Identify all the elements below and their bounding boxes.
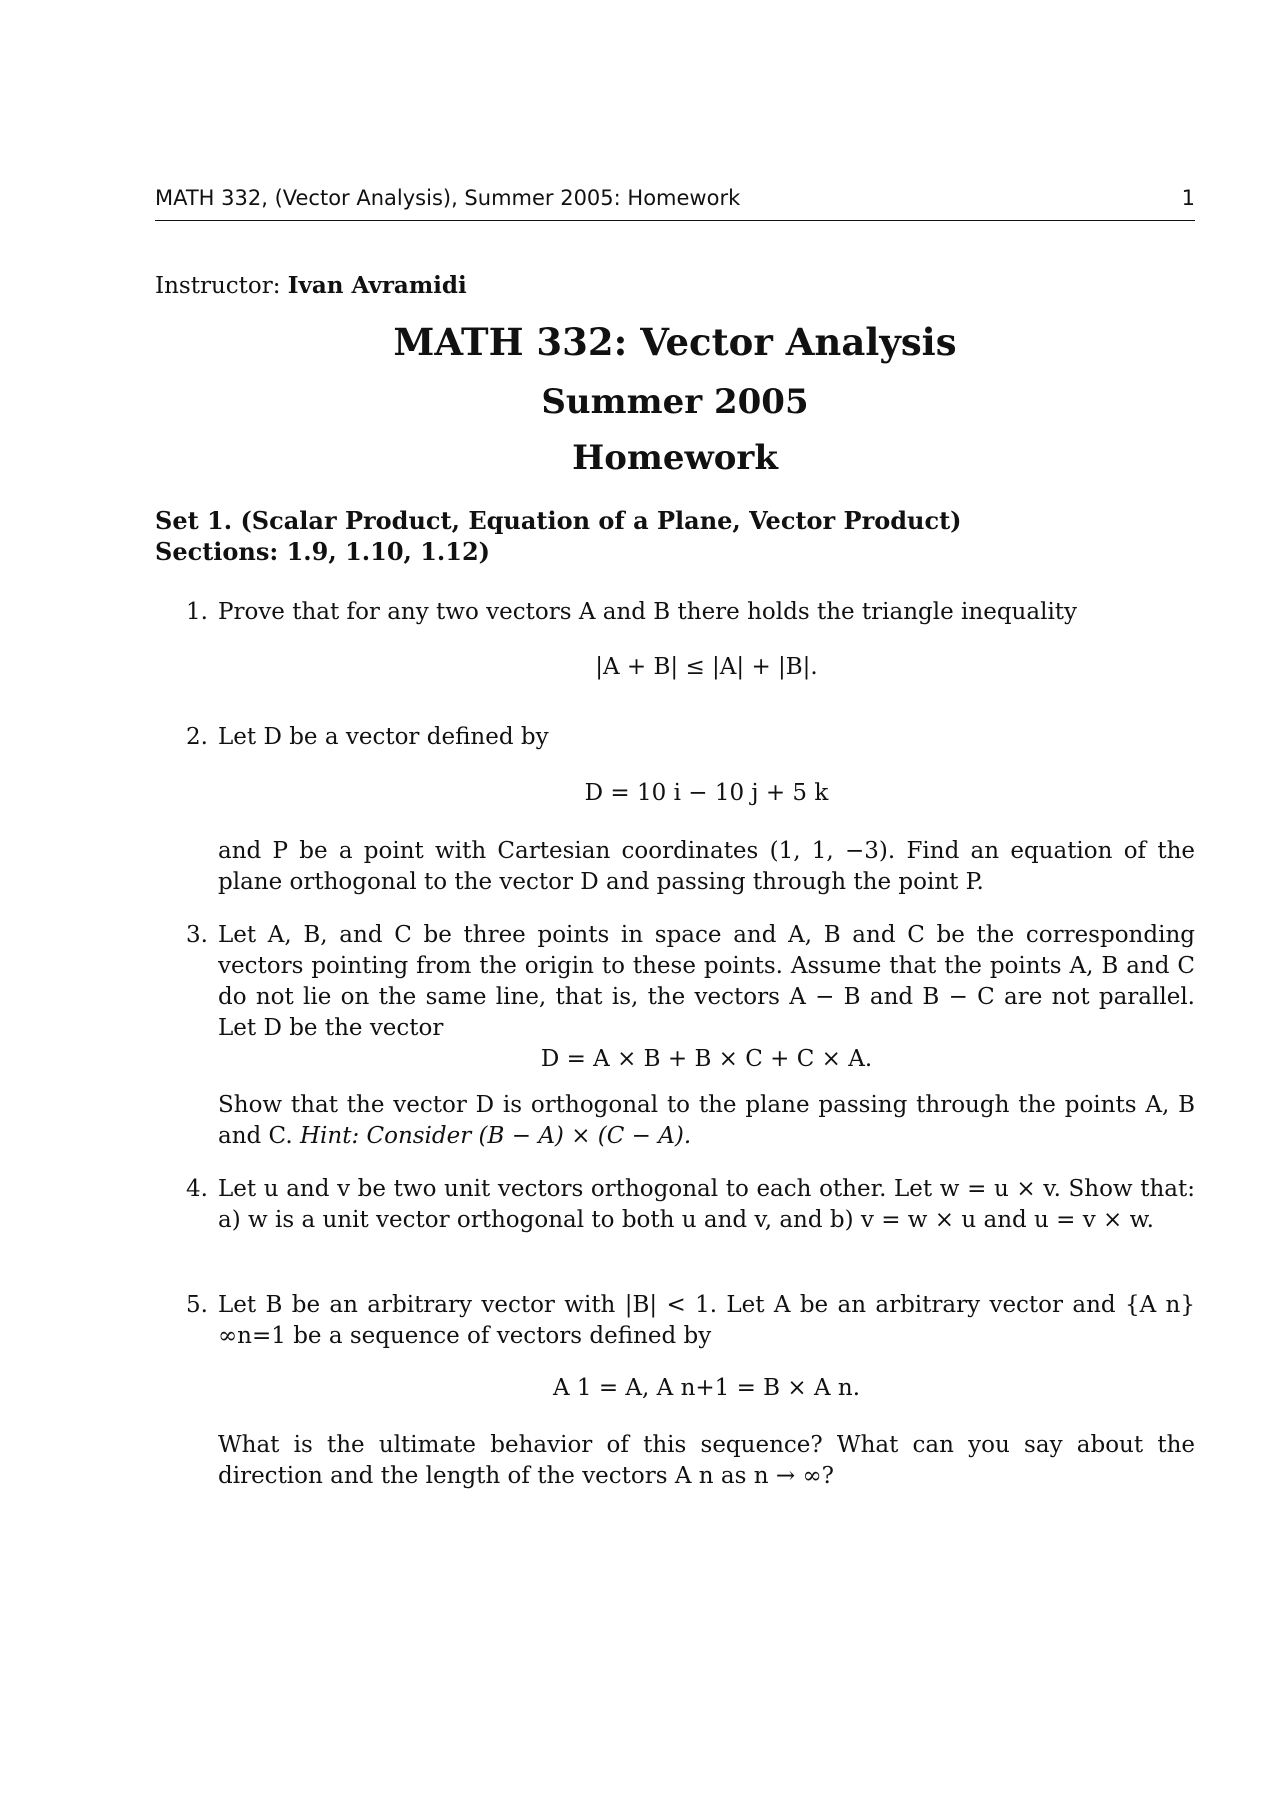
- equation: D = A × B + B × C + C × A.: [540, 1046, 873, 1072]
- problem-number: 2.: [186, 724, 208, 750]
- problem-number: 3.: [186, 922, 208, 948]
- problem-text: Show that the vector D is orthogonal to the plane passing through the points A, B and C.: [218, 1092, 1195, 1149]
- problem-2: [186, 722, 1195, 753]
- problem-number: 1.: [186, 599, 208, 625]
- problem-1: [186, 597, 1195, 628]
- problem-number: 4.: [186, 1176, 208, 1202]
- problem-2-continued: and P be a point with Cartesian coordinates (1, 1, −3). Find an equation of the plane orthogonal to the vector D and passing through the point P.: [218, 838, 1195, 895]
- instructor-label: Instructor:: [155, 273, 281, 299]
- problem-text: Let D be a vector defined by: [218, 724, 549, 750]
- problem-text: Let A, B, and C be three points in space and A, B and C be the corresponding vectors pointing from the origin to these points. Assume that the points A, B and C do not lie on the same line, that is, the vectors A − B and B − C are not parallel. Let D be the vector: [218, 922, 1195, 1041]
- running-title: MATH 332, (Vector Analysis), Summer 2005: Homework: [155, 186, 741, 210]
- problem-text: Prove that for any two vectors A and B there holds the triangle inequality: [218, 599, 1078, 625]
- set-heading: [155, 505, 962, 567]
- term-title: Summer 2005: [541, 382, 809, 422]
- hint: Hint: Consider (B − A) × (C − A).: [299, 1123, 692, 1149]
- problem-number: 5.: [186, 1292, 208, 1318]
- problem-3: [186, 920, 1195, 1044]
- equation: |A + B| ≤ |A| + |B|.: [595, 654, 818, 680]
- course-title: MATH 332: Vector Analysis: [393, 320, 957, 364]
- instructor-line: [155, 272, 467, 299]
- problem-text: Let B be an arbitrary vector with |B| < 1. Let A be an arbitrary vector and {A n}∞n=1 be a sequence of vectors defined by: [218, 1292, 1195, 1349]
- problem-4: [186, 1174, 1195, 1236]
- set-title: Set 1. (Scalar Product, Equation of a Plane, Vector Product): [155, 506, 962, 535]
- problem-text: Let u and v be two unit vectors orthogonal to each other. Let w = u × v. Show that: a) w is a unit vector orthogonal to both u and v, and b) v = w × u and u = v × w.: [218, 1176, 1195, 1233]
- problem-3-continued: [218, 1090, 1195, 1152]
- problem-5: [186, 1290, 1195, 1352]
- problem-5-continued: What is the ultimate behavior of this sequence? What can you say about the direction and the length of the vectors A n as n → ∞?: [218, 1432, 1195, 1489]
- page-number: 1: [1181, 186, 1195, 210]
- equation: A 1 = A, A n+1 = B × A n.: [552, 1375, 861, 1401]
- equation: D = 10 i − 10 j + 5 k: [584, 780, 829, 806]
- doc-title: Homework: [572, 438, 778, 478]
- instructor-name: Ivan Avramidi: [287, 272, 467, 299]
- set-sections: Sections: 1.9, 1.10, 1.12): [155, 537, 491, 566]
- running-header: [155, 186, 1195, 221]
